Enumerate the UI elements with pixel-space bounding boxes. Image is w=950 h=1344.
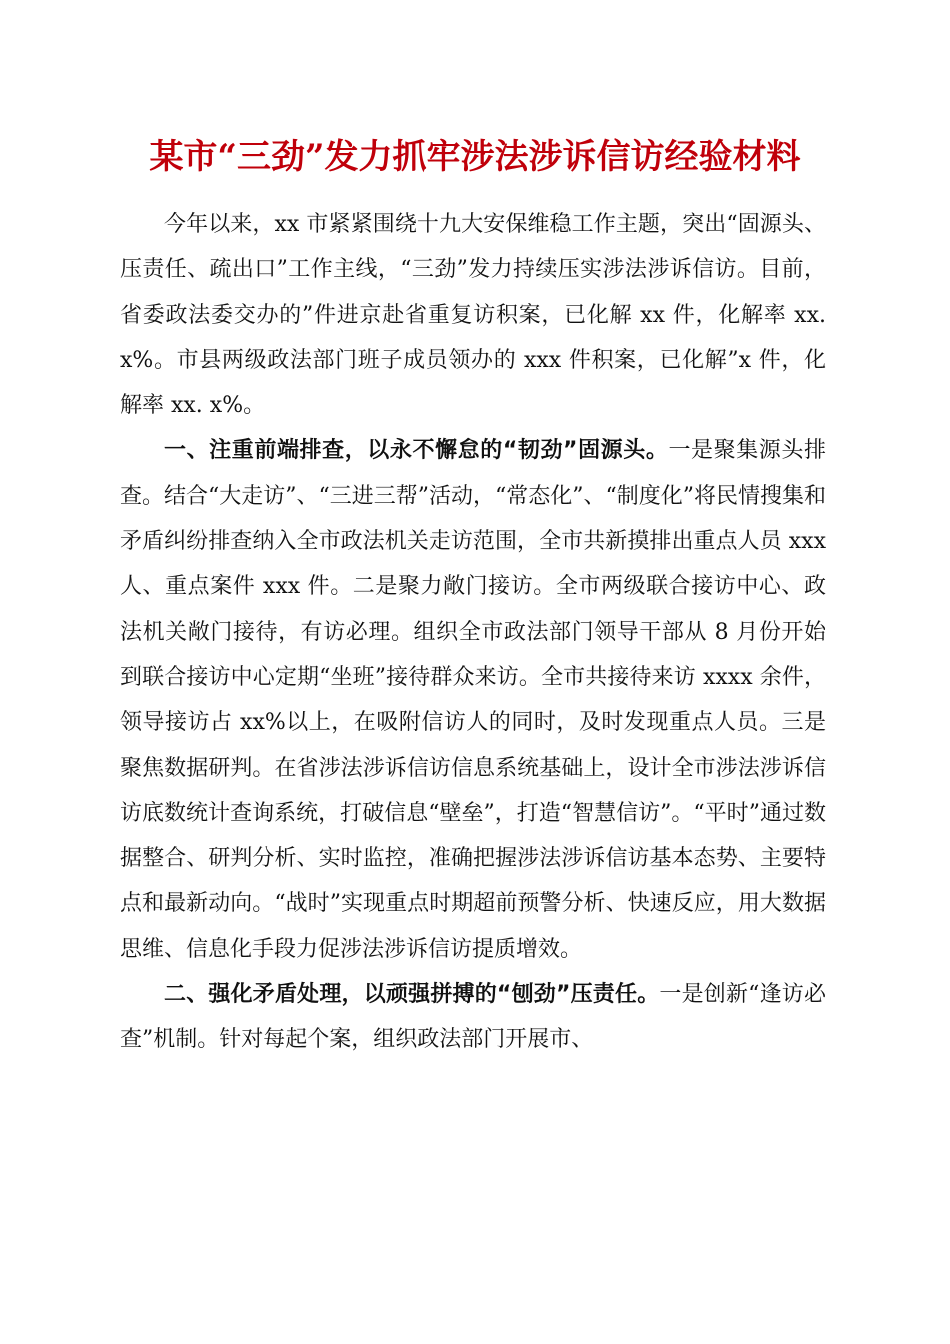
document-title: 某市“三劲”发力抓牢涉法涉诉信访经验材料 (149, 137, 801, 177)
document-body (120, 202, 826, 1063)
paragraph-intro-text: 今年以来，xx 市紧紧围绕十九大安保维稳工作主题，突出“固源头、压责任、疏出口”工作主线，“三劲”发力持续压实涉法涉诉信访。目前，省委政法委交办的”件进京赴省重复访积案，已化解 xx 件，化解率 xx. x%。市县两级政法部门班子成员领办的 xxx 件积案，已化解”x 件，化解率 xx. x%。 (120, 212, 826, 419)
paragraph-section-2 (120, 972, 826, 1063)
section-1-text: 一是聚集源头排查。结合“大走访”、“三进三帮”活动，“常态化”、“制度化”将民情搜集和矛盾纠纷排查纳入全市政法机关走访范围，全市共新摸排出重点人员 xxx 人、重点案件 xxx 件。二是聚力敞门接访。全市两级联合接访中心、政法机关敞门接待，有访必理。组织全市政法部门领导干部从 8 月份开始到联合接访中心定期“坐班”接待群众来访。全市共接待来访 xxxx 余件，领导接访占 xx%以上，在吸附信访人的同时，及时发现重点人员。三是聚焦数据研判。在省涉法涉诉信访信息系统基础上，设计全市涉法涉诉信访底数统计查询系统，打破信息“壁垒”，打造“智慧信访”。“平时”通过数据整合、研判分析、实时监控，准确把握涉法涉诉信访基本态势、主要特点和最新动向。“战时”实现重点时期超前预警分析、快速反应，用大数据思维、信息化手段力促涉法涉诉信访提质增效。 (120, 438, 826, 962)
paragraph-intro (120, 202, 826, 428)
section-1-heading: 一、注重前端排查，以永不懈怠的“韧劲”固源头。 (164, 438, 669, 464)
section-2-text: 一是创新“逢访必查”机制。针对每起个案，组织政法部门开展市、 (120, 982, 826, 1053)
paragraph-section-1 (120, 428, 826, 972)
section-2-heading: 二、强化矛盾处理，以顽强拼搏的“刨劲”压责任。 (164, 982, 660, 1008)
